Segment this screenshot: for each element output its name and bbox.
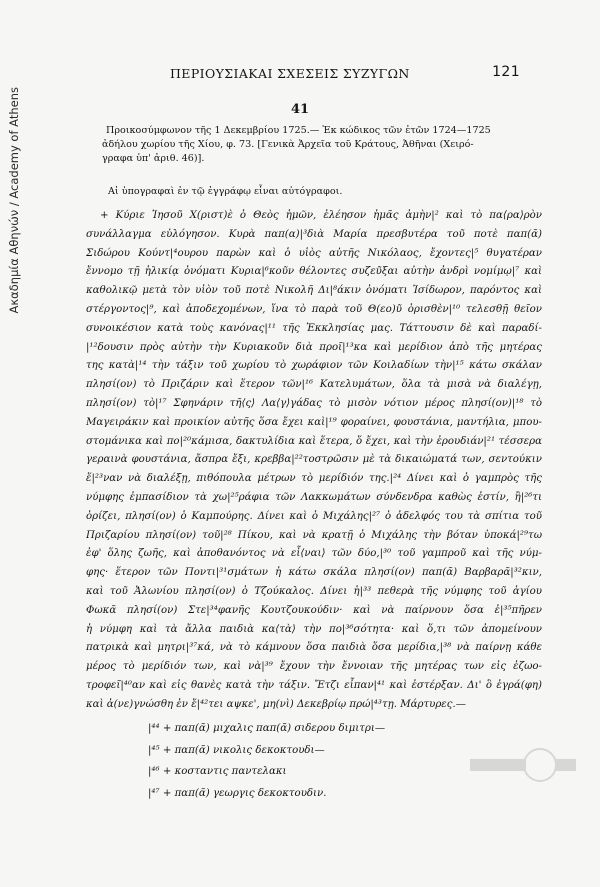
summary-line: γραφα ὑπ' ἀριθ. 46)]. [102,153,205,164]
body-line: στέργοντος|⁹, καὶ ἀποδεχομένων, ἵνα τὸ παρὰ τοῦ Θ(εο)ῦ ὁρισθὲν|¹⁰ τελεσθῇ θεῖον [86,303,542,315]
summary-line: ἀδήλου χωρίου τῆς Χίου, φ. 73. [Γενικὰ Ἀρχεῖα τοῦ Κράτους, Ἀθῆναι (Χειρό- [102,139,474,150]
body-line: ἡ νύμφη καὶ τὰ ἄλλα παιδιὰ κα⟨τὰ⟩ τὴν πο|³⁶σότητα· καὶ ὅ,τι τῶν ἀπομείνουν [86,623,542,635]
watermark-text: Ακαδημία Αθηνών / Academy of Athens [7,86,21,314]
body-line: + Κύριε Ἰησοῦ Χ(ριστ)ὲ ὁ Θεὸς ἡμῶν, ἐλέησον ἡμᾶς ἀμὴν|² καὶ τὸ πα⟨ρα⟩ρὸν [100,210,542,221]
body-line: μέρος τὸ μερίδιόν των, καὶ νὰ|³⁹ ἔχουν τὴν ἔννοιαν τῆς μητέρας των εἰς ἐζωο- [86,661,542,673]
summary-line: Προικοσύμφωνον τῆς 1 Δεκεμβρίου 1725.— Ἐκ κώδικος τῶν ἐτῶν 1724—1725 [106,125,491,136]
signatures-list [148,718,385,804]
body-line: Σιδώρου Κούντ|⁴ουρου παρὼν καὶ ὁ υἱὸς αὐτῆς Νικόλαος, ἔχοντες|⁵ θυγατέραν [86,247,542,259]
body-line: ἐφ' ὅλης ζωῆς, καὶ ἀποθανόντος νὰ εἶ⟨ναι⟩ τῶν δύο,|³⁰ τοῦ γαμπροῦ καὶ τῆς νύμ- [86,548,542,560]
body-line: τροφεῖ|⁴⁰αν καὶ εἰς θανὲς κατὰ τὴν τάξιν. Ἔτζι εἶπαν|⁴¹ καὶ ἐστέρξαν. Δι' ὃ ἐγρά(φη) [86,679,542,691]
signature-note: Αἱ ὑπογραφαὶ ἐν τῷ ἐγγράφῳ εἶναι αὐτόγραφοι. [108,186,343,197]
body-line: πλησί(ον) τὸ|¹⁷ Σφηνάριν τῆ⟨ς⟩ Λα⟨γ⟩γάδας τὸ μισὸν νότιον μέρος πλησί(ον)|¹⁸ τὸ [86,397,542,409]
body-line: φης· ἕτερον τῶν Ποντι|³¹σμάτων ἡ κάτω σκάλα πλησί(ον) παπ(ᾶ) Βαρβαρᾶ|³²κιν, [86,567,542,579]
body-line: ἕ|²³ναν νὰ διαλέξῃ, πιθόπουλα μέτρων τὸ μερίδιόν της.|²⁴ Δίνει καὶ ὁ γαμπρὸς τῆς [86,473,542,485]
body-line: συνάλλαγμα εὐλόγησον. Κυρὰ παπ(α)|³διὰ Μαρία πρεσβυτέρα τοῦ ποτὲ παπ(ᾶ) [86,228,542,240]
side-watermark [5,40,23,360]
body-line: της κατὰ|¹⁴ τὴν τάξιν τοῦ χωρίου τὸ χωράφιον τῶν Κοιλαδίων τὴν|¹⁵ κάτω σκάλαν [86,360,542,372]
page-header [92,66,520,86]
signature-line: |⁴⁷ + παπ(ᾶ) γεωργις δεκοκτουδιν. [148,787,327,799]
body-line: Πριζαρίου πλησί(ον) τοῦ|²⁸ Πίκου, καὶ νὰ κρατῇ ὁ Μιχάλης τὴν βόταν ὑποκά|²⁹τω [86,529,542,541]
body-line: ἔννομο τῇ ἡλικίᾳ ὀνόματι Κυρια|⁶κοῦν θέλοντες συζεῦξαι αὐτὴν ἀνδρὶ νομίμῳ|⁷ καὶ [86,266,542,278]
signature-line: |⁴⁶ + κοσταντις παντελακι [148,766,287,777]
signature-line: |⁴⁵ + παπ(ᾶ) νικολις δεκοκτουδι— [148,744,325,756]
body-line: νύμφης ἐμπασίδιον τὰ χω|²⁵ράφια τῶν Λακκωμάτων σύνδενδρα καθὼς ἐστίν, ἢ|²⁶τι [86,491,542,503]
running-title: ΠΕΡΙΟΥΣΙΑΚΑΙ ΣΧΕΣΕΙΣ ΣΥΖΥΓΩΝ [170,66,410,81]
document-summary [102,124,532,166]
document-body [86,207,542,715]
body-line: |¹²δουσιν πρὸς αὐτὴν τὴν Κυριακοῦν διὰ προῖ|¹³κα καὶ μερίδιον ἀπὸ τῆς μητέρας [86,341,542,353]
body-line: ὁρίζει, πλησί(ον) ὁ Καμπούρης. Δίνει καὶ ὁ Μιχάλης|²⁷ ὁ ἀδελφός του τὰ σπίτια τοῦ [86,510,542,522]
body-line: Μαγειράκιν καὶ προικίον αὐτῆς ὅσα ἔχει καὶ|¹⁹ φοραίνει, φουστάνια, μαντήλια, μπου- [86,416,542,428]
signature-line: |⁴⁴ + παπ(ᾶ) μιχαλις παπ(ᾶ) σιδερου διμιτρι— [148,723,386,734]
body-line: Φωκᾶ πλησί(ον) Στε|³⁴φανῆς Κουτζουκούδιν· καὶ νὰ παίρνουν ὅσα ἐ|³⁵πῆρεν [86,604,542,616]
academy-stamp [468,745,578,785]
body-line: στομάνικα καὶ πο|²⁰κάμισα, δακτυλίδια καὶ ἕτερα, ὅ ἔχει, καὶ τὴν ἐρουδιάν|²¹ τέσσερα [86,435,542,447]
body-line: καθολικῷ μετὰ τὸν υἱὸν τοῦ ποτὲ Νικολῆ Δι|⁸άκιν ὀνόματι Ἰσίδωρον, παρόντος καὶ [86,285,542,297]
body-line: συνοικέσιον κατὰ τοὺς κανόνας|¹¹ τῆς Ἐκκλησίας μας. Τάττουσιν δὲ καὶ παραδί- [86,322,542,334]
body-line: πατρικὰ καὶ μητρι|³⁷κά, νὰ τὸ κάμνουν ὅσα παιδιὰ ὅσα μερίδια,|³⁸ νὰ παίρνῃ κάθε [86,642,542,654]
body-line: καὶ ἀ(νε)γνώσθη ἐν ἔ|⁴²τει αψκε', μη(νὶ) Δεκεβρίῳ πρώ|⁴³τῃ. Μάρτυρες.— [86,698,466,710]
body-line: γεραινὰ φουστάνια, ἄσπρα ἔξι, κρεββα|²²τοστρῶσιν μὲ τὰ δικαιώματά των, σεντούκιν [86,454,542,466]
body-line: πλησί(ον) τὸ Πριζάριν καὶ ἕτερον τῶν|¹⁶ Κατελυμάτων, ὅλα τὰ μισὰ νὰ διαλέγῃ, [86,379,542,391]
page-number: 121 [492,64,520,80]
body-line: καὶ τοῦ Ἀλωνίου πλησί(ον) ὁ Τζούκαλος. Δίνει ἡ|³³ πεθερὰ τῆς νύμφης τοῦ ἁγίου [86,585,542,597]
document-number: 41 [290,102,310,117]
